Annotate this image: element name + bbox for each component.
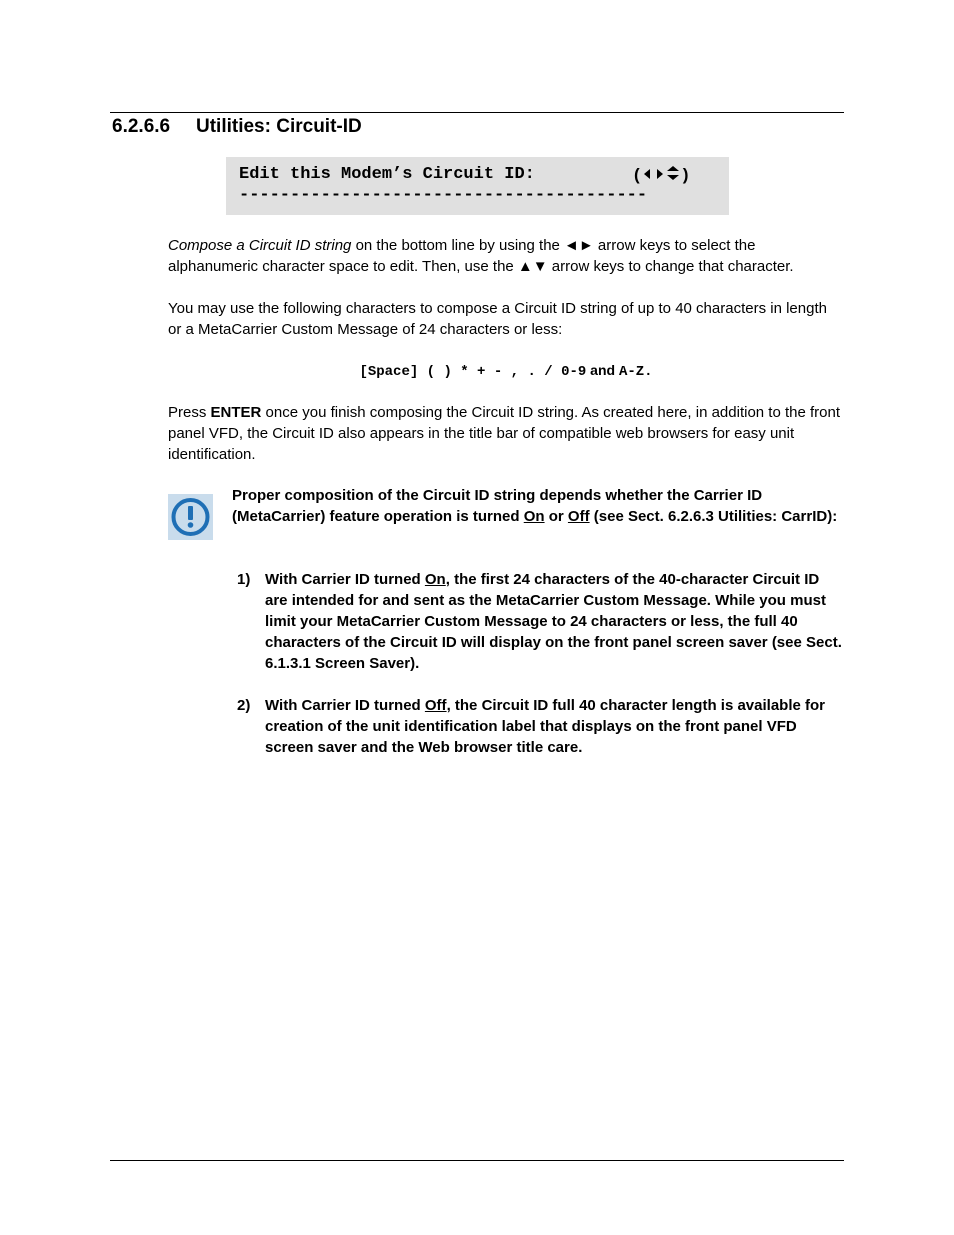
section-heading (112, 116, 362, 138)
list-item: 2) With Carrier ID turned Off, the Circuit ID full 40 character length is available for creation of the unit identification label that displays on the front panel VFD screen saver and the Web browser title care. (237, 697, 826, 756)
right-arrow-key-icon (652, 167, 666, 181)
important-notice-icon (168, 494, 213, 540)
lcd-display (226, 157, 729, 215)
header-rule (110, 112, 844, 113)
note-text: Proper composition of the Circuit ID string depends whether the Carrier ID (MetaCarrier) feature operation is turned On or Off (see Sect. 6.2.6.3 Utilities: CarrID): (232, 487, 838, 525)
footer-rule (110, 1160, 844, 1161)
lcd-key-hint: ( ) (632, 167, 691, 186)
lcd-line-1: Edit this Modem’s Circuit ID: (239, 165, 535, 184)
paragraph-enter: Press ENTER once you finish composing the Circuit ID string. As created here, in addition to the front panel VFD, the Circuit ID also appears in the title bar of compatible web browsers for easy unit identification. (168, 404, 841, 463)
character-set: [Space] ( ) * + - , . / 0-9 and A-Z. (359, 362, 653, 380)
up-down-arrow-key-icon (666, 165, 680, 181)
list-item: 1) With Carrier ID turned On, the first 24 characters of the 40-character Circuit ID are intended for and sent as the MetaCarrier Custom Message. While you must limit your MetaCarrier Custom Message to 24 characters or less, the full 40 characters of the Circuit ID will display on the front panel screen saver (see Sect. 6.1.3.1 Screen Saver). (237, 571, 842, 672)
section-number: 6.2.6.6 (112, 116, 171, 137)
paragraph-compose: Compose a Circuit ID string on the bottom line by using the ◄► arrow keys to select the alphanumeric character space to edit. Then, use the ▲▼ arrow keys to change that character. (168, 237, 794, 275)
left-arrow-key-icon (642, 167, 652, 181)
paragraph-allowed-characters: You may use the following characters to compose a Circuit ID string of up to 40 characters in length or a MetaCarrier Custom Message of 24 characters or less: (168, 300, 827, 338)
lcd-line-2: ---------------------------------------- (239, 186, 648, 205)
section-title: Utilities: Circuit-ID (196, 116, 362, 137)
